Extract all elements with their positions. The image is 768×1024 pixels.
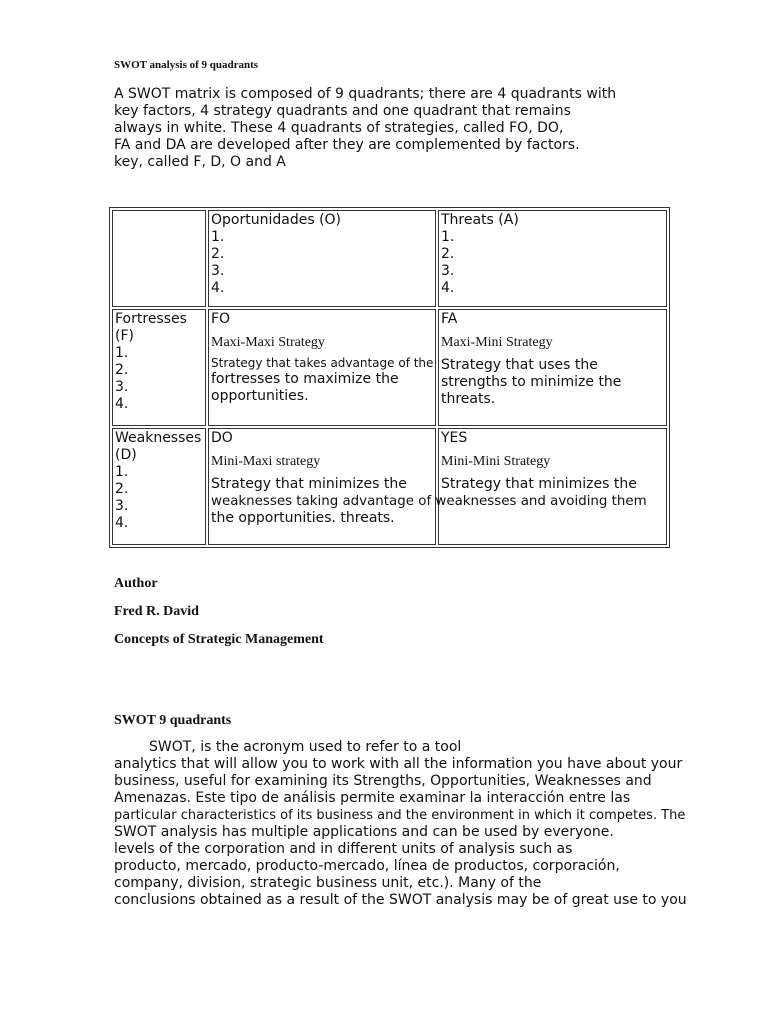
weaknesses-header-cell bbox=[112, 428, 206, 545]
body-line: levels of the corporation and in different units of analysis such as bbox=[114, 841, 573, 857]
fortresses-header-cell bbox=[112, 309, 206, 426]
body-line: SWOT analysis has multiple applications and can be used by everyone. bbox=[114, 824, 614, 840]
list-item: 3. bbox=[115, 378, 129, 395]
list-item: 1. bbox=[115, 344, 129, 361]
list-item: 2. bbox=[211, 246, 225, 262]
da-code: YES bbox=[441, 429, 468, 446]
body-line: business, useful for examining its Strengths, Opportunities, Weaknesses and bbox=[114, 773, 652, 789]
section-title: SWOT 9 quadrants bbox=[114, 713, 232, 728]
body-line: particular characteristics of its business and the environment in which it competes. The bbox=[114, 808, 686, 823]
do-strategy-name: Mini-Maxi strategy bbox=[211, 453, 321, 469]
fo-code: FO bbox=[211, 310, 231, 327]
opportunities-header-cell bbox=[208, 210, 436, 307]
fo-description-line: fortresses to maximize the bbox=[211, 370, 399, 387]
book-title: Concepts of Strategic Management bbox=[114, 632, 324, 647]
body-line: SWOT, is the acronym used to refer to a tool bbox=[149, 739, 462, 755]
fa-description-line: threats. bbox=[441, 390, 496, 407]
fa-strategy-cell bbox=[438, 309, 667, 426]
do-description-line: Strategy that minimizes the bbox=[211, 475, 407, 492]
fortresses-code: (F) bbox=[115, 327, 134, 344]
body-line: conclusions obtained as a result of the SWOT analysis may be of great use to you bbox=[114, 892, 687, 908]
fa-code: FA bbox=[441, 310, 458, 327]
body-line: producto, mercado, producto-mercado, línea de productos, corporación, bbox=[114, 858, 620, 874]
intro-line: always in white. These 4 quadrants of strategies, called FO, DO, bbox=[114, 120, 564, 136]
do-description-line: the opportunities. threats. bbox=[211, 509, 395, 526]
list-item: 4. bbox=[115, 514, 129, 531]
threats-header-cell bbox=[438, 210, 667, 307]
opportunities-title: Oportunidades (O) bbox=[211, 212, 342, 228]
author-name: Fred R. David bbox=[114, 604, 199, 619]
body-line: company, division, strategic business unit, etc.). Many of the bbox=[114, 875, 542, 891]
do-code: DO bbox=[211, 429, 233, 446]
intro-line: key factors, 4 strategy quadrants and one quadrant that remains bbox=[114, 103, 571, 119]
fo-strategy-name: Maxi-Maxi Strategy bbox=[211, 334, 325, 350]
intro-line: FA and DA are developed after they are complemented by factors. bbox=[114, 137, 580, 153]
list-item: 2. bbox=[115, 361, 129, 378]
weaknesses-title: Weaknesses bbox=[115, 429, 202, 446]
list-item: 4. bbox=[211, 280, 225, 296]
list-item: 3. bbox=[441, 263, 455, 279]
swot-matrix-table bbox=[109, 207, 670, 548]
fa-description-line: strengths to minimize the bbox=[441, 373, 622, 390]
list-item: 2. bbox=[441, 246, 455, 262]
body-line: analytics that will allow you to work with all the information you have about your bbox=[114, 756, 683, 772]
list-item: 4. bbox=[115, 395, 129, 412]
author-label: Author bbox=[114, 576, 158, 591]
intro-line: key, called F, D, O and A bbox=[114, 154, 286, 170]
da-strategy-cell bbox=[438, 428, 667, 545]
intro-line: A SWOT matrix is composed of 9 quadrants; there are 4 quadrants with bbox=[114, 86, 617, 102]
intro-paragraph bbox=[114, 86, 674, 171]
weaknesses-code: (D) bbox=[115, 446, 137, 463]
do-description-line: weaknesses taking advantage of weaknesses and avoiding them bbox=[211, 493, 647, 509]
fa-strategy-name: Maxi-Mini Strategy bbox=[441, 334, 553, 350]
fo-description-small: Strategy that takes advantage of the bbox=[211, 355, 434, 370]
fo-strategy-cell bbox=[208, 309, 436, 426]
body-paragraph bbox=[114, 739, 687, 909]
list-item: 1. bbox=[115, 463, 129, 480]
blank-quadrant bbox=[112, 210, 206, 307]
list-item: 2. bbox=[115, 480, 129, 497]
list-item: 1. bbox=[211, 229, 225, 245]
list-item: 4. bbox=[441, 280, 455, 296]
da-strategy-name: Mini-Mini Strategy bbox=[441, 453, 551, 469]
fortresses-title: Fortresses bbox=[115, 310, 187, 327]
da-description-line: Strategy that minimizes the bbox=[441, 475, 637, 492]
fo-description-line: opportunities. bbox=[211, 387, 309, 404]
list-item: 3. bbox=[115, 497, 129, 514]
fa-description-line: Strategy that uses the bbox=[441, 356, 598, 373]
list-item: 1. bbox=[441, 229, 455, 245]
threats-title: Threats (A) bbox=[441, 212, 519, 228]
document-title: SWOT analysis of 9 quadrants bbox=[114, 59, 259, 71]
body-line: Amenazas. Este tipo de análisis permite examinar la interacción entre las bbox=[114, 790, 631, 806]
list-item: 3. bbox=[211, 263, 225, 279]
